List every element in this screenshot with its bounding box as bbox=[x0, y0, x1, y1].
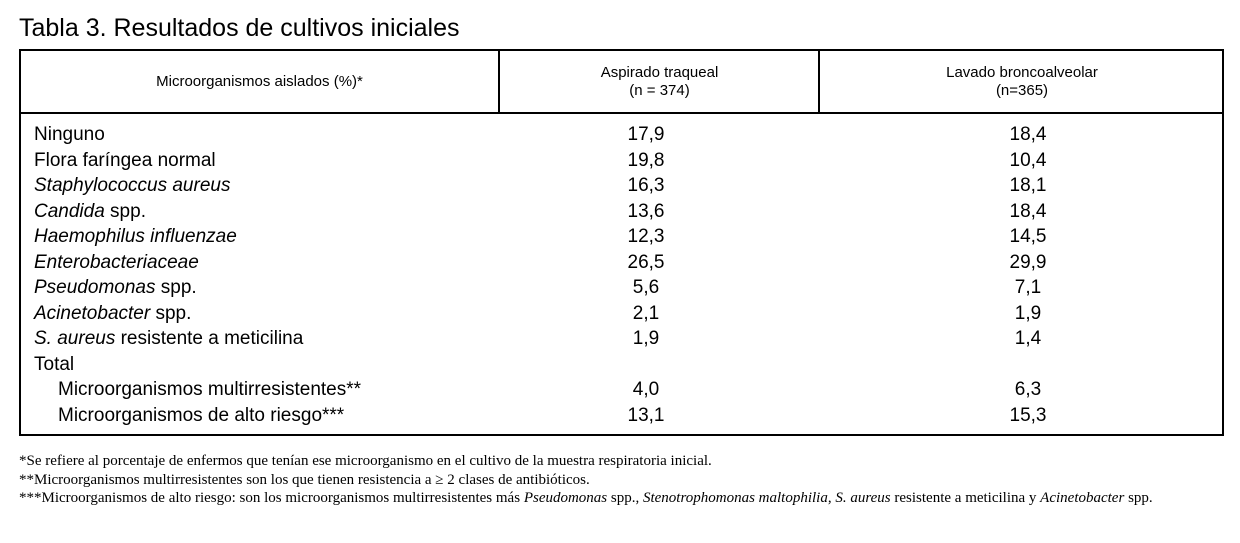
table-row bbox=[21, 377, 1222, 403]
value-bronchoalveolar-lavage: 18,4 bbox=[1009, 124, 1047, 145]
value-tracheal-aspirate: 4,0 bbox=[632, 379, 660, 400]
table-row bbox=[21, 275, 1222, 301]
row-name: Microorganismos de alto riesgo*** bbox=[58, 404, 345, 426]
row-name: Candida spp. bbox=[34, 200, 146, 222]
table-row bbox=[21, 173, 1222, 199]
table-header bbox=[21, 51, 1222, 114]
header-organisms bbox=[21, 51, 498, 112]
value-tracheal-aspirate: 17,9 bbox=[627, 124, 665, 145]
table-body bbox=[21, 122, 1222, 428]
value-tracheal-aspirate: 26,5 bbox=[627, 251, 665, 273]
table-row bbox=[21, 326, 1222, 352]
value-bronchoalveolar-lavage: 14,5 bbox=[1009, 226, 1047, 247]
value-bronchoalveolar-lavage: 10,4 bbox=[1009, 149, 1047, 171]
row-name: Enterobacteriaceae bbox=[34, 251, 199, 273]
value-bronchoalveolar-lavage: 29,9 bbox=[1009, 251, 1047, 273]
value-tracheal-aspirate: 16,3 bbox=[627, 175, 665, 196]
value-bronchoalveolar-lavage: 7,1 bbox=[1014, 277, 1042, 298]
value-tracheal-aspirate: 13,1 bbox=[627, 404, 665, 426]
row-name: Haemophilus influenzae bbox=[34, 226, 237, 247]
value-bronchoalveolar-lavage: 1,4 bbox=[1014, 328, 1042, 349]
row-name: Staphylococcus aureus bbox=[34, 175, 231, 196]
header-tracheal-aspirate-label: Aspirado traqueal bbox=[600, 63, 719, 81]
footnotes bbox=[19, 452, 1219, 508]
row-name: Acinetobacter spp. bbox=[34, 302, 192, 324]
value-tracheal-aspirate: 13,6 bbox=[627, 200, 665, 222]
value-tracheal-aspirate: 19,8 bbox=[627, 149, 665, 171]
table-row bbox=[21, 224, 1222, 250]
row-name: Flora faríngea normal bbox=[34, 149, 216, 171]
table-row bbox=[21, 352, 1222, 378]
results-table bbox=[19, 49, 1224, 436]
value-bronchoalveolar-lavage: 18,1 bbox=[1009, 175, 1047, 196]
row-name: Pseudomonas spp. bbox=[34, 277, 197, 298]
row-name: S. aureus resistente a meticilina bbox=[34, 328, 304, 349]
header-bronchoalveolar-lavage-label: Lavado broncoalveolar bbox=[946, 63, 1098, 81]
footnote-1: *Se refiere al porcentaje de enfermos que tenían ese microorganismo en el cultivo de la muestra respiratoria inicial. bbox=[19, 453, 712, 469]
value-tracheal-aspirate: 1,9 bbox=[632, 328, 660, 349]
header-tracheal-aspirate bbox=[498, 51, 819, 112]
row-name: Microorganismos multirresistentes** bbox=[58, 379, 362, 400]
table-row bbox=[21, 199, 1222, 225]
value-bronchoalveolar-lavage: 15,3 bbox=[1009, 404, 1047, 426]
header-organisms-label: Microorganismos aislados (%)* bbox=[156, 72, 363, 90]
table-title: Tabla 3. Resultados de cultivos iniciales bbox=[19, 14, 460, 42]
table-row bbox=[21, 403, 1222, 429]
value-bronchoalveolar-lavage: 6,3 bbox=[1014, 379, 1042, 400]
table-row bbox=[21, 301, 1222, 327]
footnote-3: ***Microorganismos de alto riesgo: son los microorganismos multirresistentes más Pseudomonas spp., Stenotrophomonas maltophilia, S. aureus resistente a meticilina y Acinetobacter spp. bbox=[19, 490, 1153, 506]
value-bronchoalveolar-lavage: 1,9 bbox=[1014, 302, 1042, 324]
value-tracheal-aspirate: 5,6 bbox=[632, 277, 660, 298]
row-name: Ninguno bbox=[34, 124, 105, 145]
value-tracheal-aspirate: 12,3 bbox=[627, 226, 665, 247]
header-bronchoalveolar-lavage-n: (n=365) bbox=[995, 81, 1049, 99]
table-row bbox=[21, 148, 1222, 174]
footnote-2: **Microorganismos multirresistentes son los que tienen resistencia a ≥ 2 clases de antibióticos. bbox=[19, 471, 590, 488]
header-bronchoalveolar-lavage bbox=[818, 51, 1224, 112]
table-row bbox=[21, 250, 1222, 276]
table-row bbox=[21, 122, 1222, 148]
value-bronchoalveolar-lavage: 18,4 bbox=[1009, 200, 1047, 222]
value-tracheal-aspirate: 2,1 bbox=[632, 302, 660, 324]
header-tracheal-aspirate-n: (n = 374) bbox=[629, 81, 690, 99]
row-name: Total bbox=[34, 353, 75, 375]
